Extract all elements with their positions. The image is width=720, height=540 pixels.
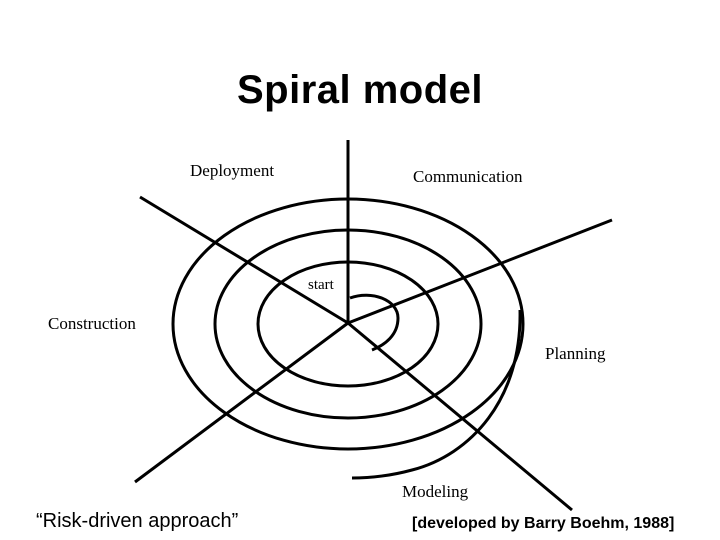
- phase-label-construction: Construction: [48, 314, 136, 333]
- risk-driven-caption: “Risk-driven approach”: [36, 510, 239, 532]
- attribution-caption: [developed by Barry Boehm, 1988]: [412, 515, 675, 532]
- axis-construction: [135, 323, 348, 482]
- axis-deployment: [140, 197, 348, 323]
- phase-label-modeling: Modeling: [402, 482, 469, 501]
- spiral-start-arc: [350, 295, 398, 350]
- phase-label-planning: Planning: [545, 344, 606, 363]
- start-label: start: [308, 277, 334, 293]
- slide-title: Spiral model: [236, 68, 484, 112]
- phase-label-communication: Communication: [413, 167, 523, 186]
- phase-label-deployment: Deployment: [190, 161, 275, 180]
